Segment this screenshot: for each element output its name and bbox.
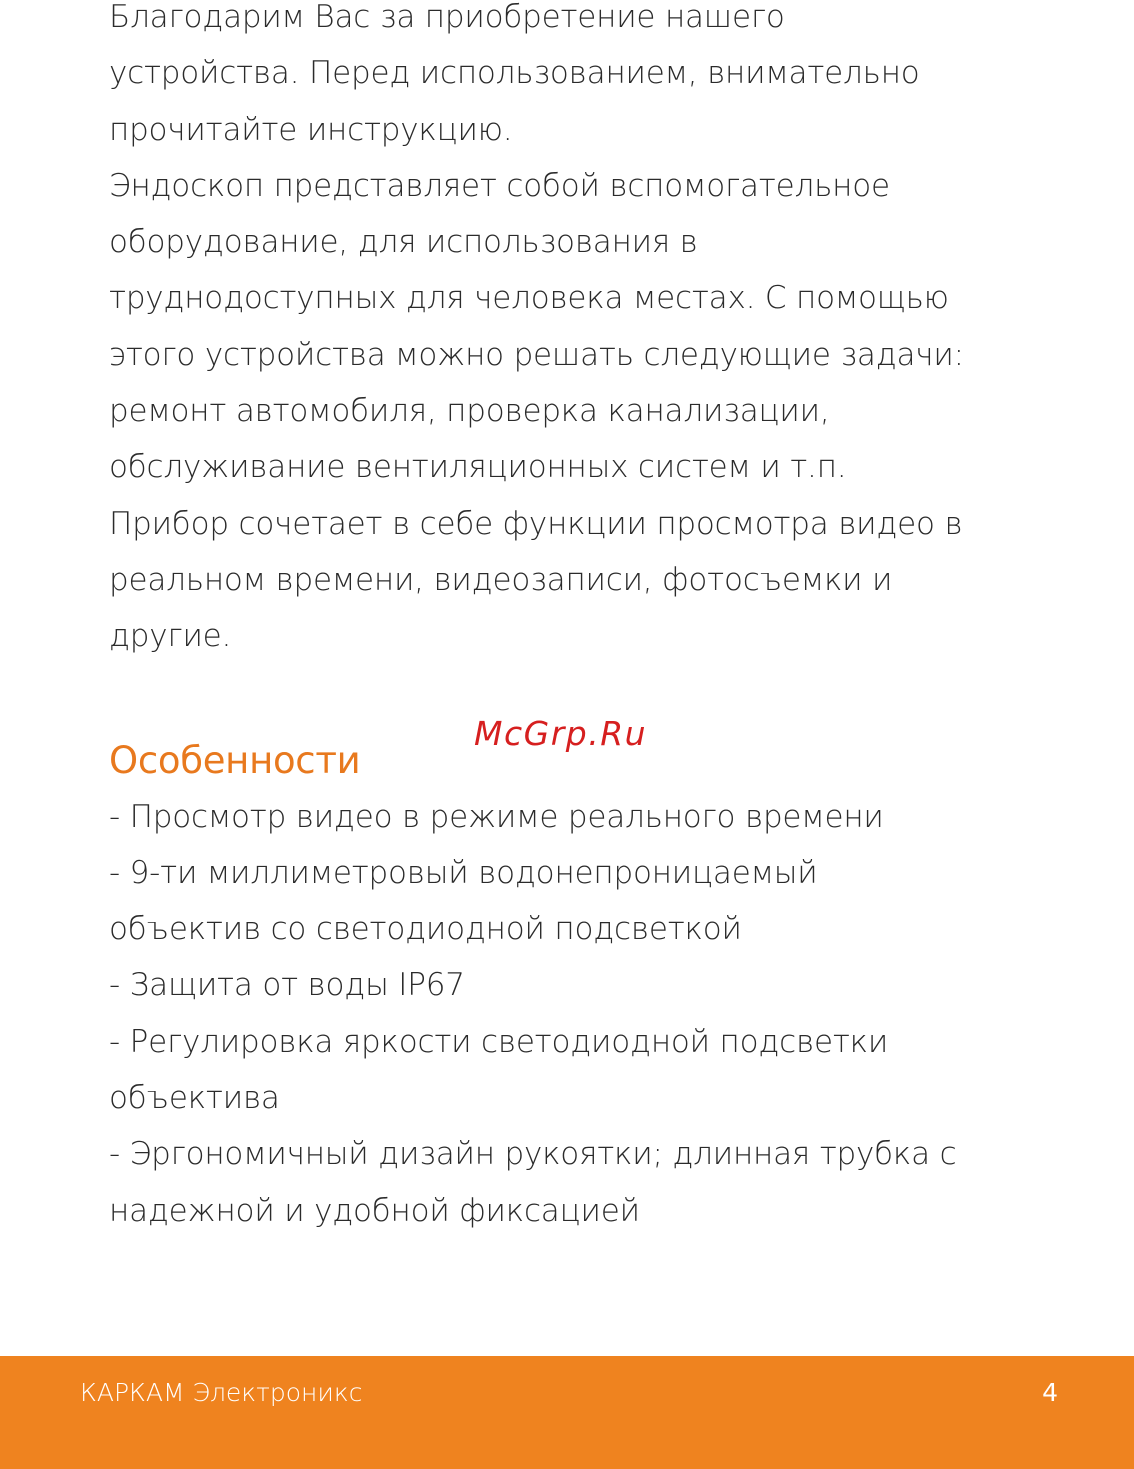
text-line: ремонт автомобиля, проверка канализации, [109, 393, 830, 430]
footer-brand: КАРКАМ Электроникс [80, 1378, 363, 1407]
features-list [109, 789, 1099, 1239]
feature-line: - Просмотр видео в режиме реального времени [109, 798, 884, 835]
text-line: обслуживание вентиляционных систем и т.п. [109, 449, 847, 486]
text-line: устройства. Перед использованием, внимательно [109, 55, 920, 92]
text-line: этого устройства можно решать следующие задачи: [109, 336, 964, 373]
text-line: прочитайте инструкцию. [109, 111, 513, 148]
text-line: реальном времени, видеозаписи, фотосъемки и [109, 561, 893, 598]
intro-paragraph [109, 0, 1099, 665]
feature-line: объектив со светодиодной подсветкой [109, 911, 742, 948]
page-content [109, 0, 1099, 1239]
section-spacer [109, 665, 1099, 721]
footer-bar [0, 1356, 1134, 1469]
text-line: труднодоступных для человека местах. С помощью [109, 280, 949, 317]
feature-line: - 9-ти миллиметровый водонепроницаемый [109, 854, 818, 891]
feature-line: - Регулировка яркости светодиодной подсветки [109, 1023, 889, 1060]
text-line: оборудование, для использования в [109, 224, 698, 261]
text-line: Благодарим Вас за приобретение нашего [109, 0, 785, 35]
text-line: другие. [109, 618, 232, 655]
page-number: 4 [1042, 1378, 1058, 1407]
watermark-text: McGrp.Ru [474, 714, 648, 753]
text-line: Прибор сочетает в себе функции просмотра видео в [109, 505, 963, 542]
feature-line: объектива [109, 1080, 280, 1117]
text-line: Эндоскоп представляет собой вспомогательное [109, 167, 890, 204]
feature-line: - Защита от воды IP67 [109, 967, 465, 1004]
feature-line: надежной и удобной фиксацией [109, 1192, 640, 1229]
feature-line: - Эргономичный дизайн рукоятки; длинная трубка с [109, 1136, 957, 1173]
features-heading: Особенности [109, 738, 361, 782]
